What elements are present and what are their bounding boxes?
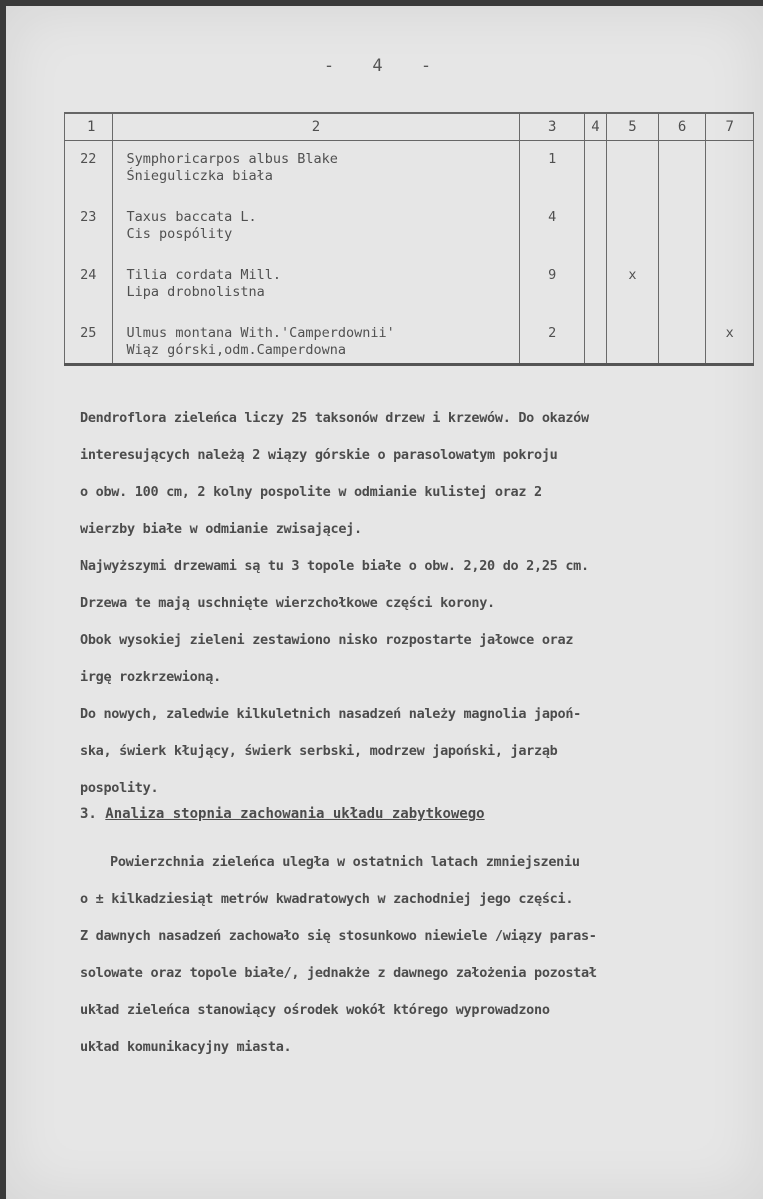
page-number: - 4 - (323, 56, 446, 76)
row-number: 24 (65, 257, 113, 315)
species-name-cell (112, 199, 520, 257)
count-cell: 4 (520, 199, 584, 257)
mark-cell (706, 257, 754, 315)
text-line: Obok wysokiej zieleni zestawiono nisko rozpostarte jałowce oraz (80, 632, 574, 648)
row-number: 25 (65, 315, 113, 365)
mark-cell (658, 257, 706, 315)
species-table (64, 112, 754, 366)
section-number: 3. (80, 806, 97, 822)
latin-name: Symphoricarpos albus Blake (126, 151, 338, 167)
mark-cell (658, 199, 706, 257)
text-line: pospolity. (80, 780, 159, 796)
mark-cell (706, 141, 754, 200)
polish-name: Wiąz górski,odm.Camperdowna (126, 342, 346, 358)
column-header: 5 (607, 113, 659, 141)
count-cell: 9 (520, 257, 584, 315)
count-cell: 1 (520, 141, 584, 200)
text-line: Najwyższymi drzewami są tu 3 topole białe o obw. 2,20 do 2,25 cm. (80, 558, 589, 574)
table-row (65, 199, 754, 257)
text-line: Drzewa te mają uschnięte wierzchołkowe części korony. (80, 595, 495, 611)
column-header: 1 (65, 113, 113, 141)
text-line: Powierzchnia zieleńca uległa w ostatnich latach zmniejszeniu (110, 854, 580, 870)
text-line: wierzby białe w odmianie zwisającej. (80, 521, 362, 537)
latin-name: Ulmus montana With.'Camperdownii' (126, 325, 395, 341)
mark-cell (607, 141, 659, 200)
column-header: 6 (658, 113, 706, 141)
text-line: ska, świerk kłujący, świerk serbski, modrzew japoński, jarząb (80, 743, 558, 759)
text-line: interesujących należą 2 wiązy górskie o parasolowatym pokroju (80, 447, 558, 463)
row-number: 23 (65, 199, 113, 257)
mark-cell (584, 257, 606, 315)
mark-cell (658, 315, 706, 365)
mark-cell: x (607, 257, 659, 315)
mark-cell (584, 141, 606, 200)
mark-cell (584, 199, 606, 257)
section-title: Analiza stopnia zachowania układu zabytkowego (105, 806, 485, 822)
mark-cell (584, 315, 606, 365)
document-page (6, 6, 763, 1199)
species-name-cell (112, 315, 520, 365)
text-line: Do nowych, zaledwie kilkuletnich nasadzeń należy magnolia japoń- (80, 706, 581, 722)
text-line: solowate oraz topole białe/, jednakże z dawnego założenia pozostał (80, 965, 597, 981)
text-line: układ zieleńca stanowiący ośrodek wokół którego wyprowadzono (80, 1002, 550, 1018)
polish-name: Cis pospólity (126, 226, 233, 242)
mark-cell (658, 141, 706, 200)
column-header: 2 (112, 113, 520, 141)
polish-name: Śnieguliczka biała (126, 168, 273, 184)
text-line: irgę rozkrzewioną. (80, 669, 221, 685)
mark-cell (607, 315, 659, 365)
text-line: o ± kilkadziesiąt metrów kwadratowych w zachodniej jego części. (80, 891, 574, 907)
latin-name: Taxus baccata L. (126, 209, 257, 225)
mark-cell (607, 199, 659, 257)
count-cell: 2 (520, 315, 584, 365)
text-line: Dendroflora zieleńca liczy 25 taksonów drzew i krzewów. Do okazów (80, 410, 589, 426)
text-line: Z dawnych nasadzeń zachowało się stosunkowo niewiele /wiązy paras- (80, 928, 597, 944)
table-row (65, 257, 754, 315)
latin-name: Tilia cordata Mill. (126, 267, 281, 283)
text-line: o obw. 100 cm, 2 kolny pospolite w odmianie kulistej oraz 2 (80, 484, 542, 500)
column-header: 4 (584, 113, 606, 141)
section-heading (80, 806, 485, 822)
table-header-row (65, 113, 754, 141)
dendroflora-paragraph (80, 400, 763, 807)
mark-cell (706, 199, 754, 257)
column-header: 3 (520, 113, 584, 141)
text-line: układ komunikacyjny miasta. (80, 1039, 292, 1055)
column-header: 7 (706, 113, 754, 141)
analysis-paragraph (80, 844, 763, 1066)
species-name-cell (112, 141, 520, 200)
polish-name: Lipa drobnolistna (126, 284, 265, 300)
mark-cell: x (706, 315, 754, 365)
row-number: 22 (65, 141, 113, 200)
table-row (65, 315, 754, 365)
species-name-cell (112, 257, 520, 315)
table-row (65, 141, 754, 200)
